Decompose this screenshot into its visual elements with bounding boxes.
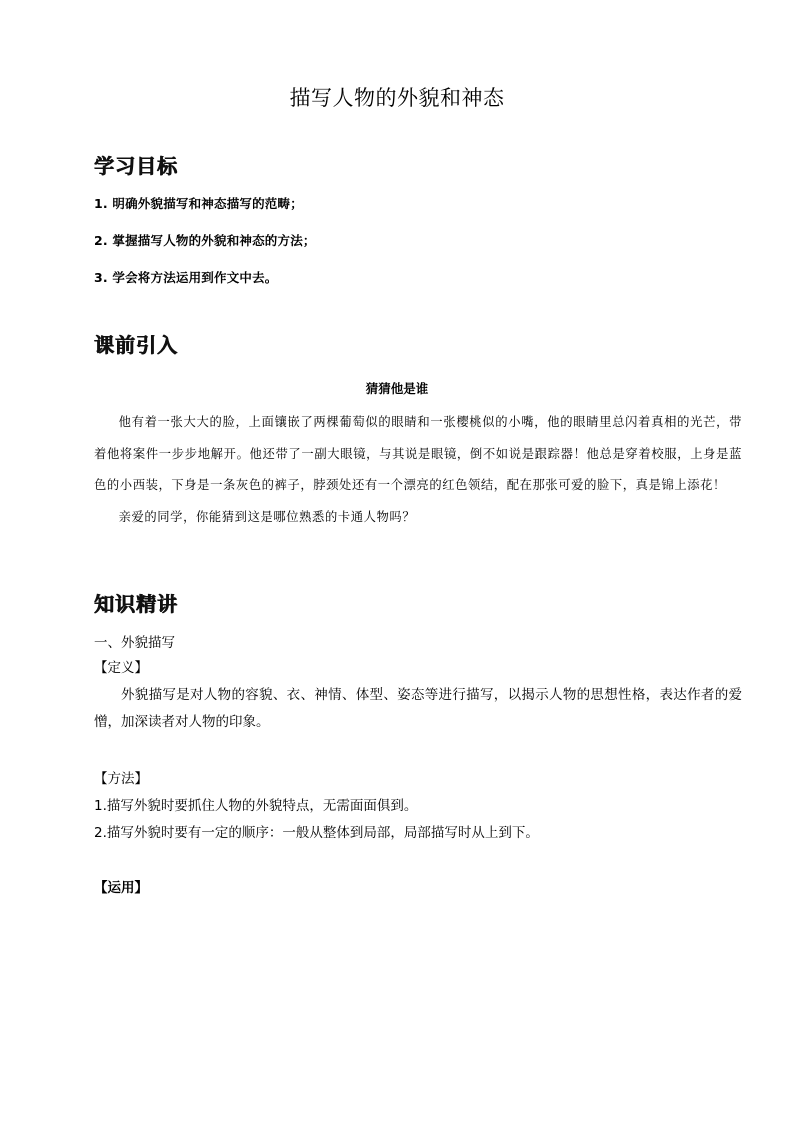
story-paragraph-1: 他有着一张大大的脸，上面镶嵌了两棵葡萄似的眼睛和一张樱桃似的小嘴，他的眼睛里总闪着真相的光芒，带着他将案件一步步地解开。他还带了一副大眼镜，与其说是眼镜，倒不如说是跟踪器！他总是穿着校服，上身是蓝色的小西装，下身是一条灰色的裤子，脖颈处还有一个漂亮的红色领结，配在那张可爱的脸下，真是锦上添花！ bbox=[94, 415, 742, 492]
definition-text: 外貌描写是对人物的容貌、衣、神情、体型、姿态等进行描写，以揭示人物的思想性格，表达作者的爱憎，加深读者对人物的印象。 bbox=[94, 687, 742, 730]
page-title: 描写人物的外貌和神态 bbox=[289, 86, 505, 110]
method-label: 【方法】 bbox=[94, 771, 148, 787]
section-heading-goals: 学习目标 bbox=[94, 154, 178, 178]
story-text bbox=[94, 407, 742, 533]
story-paragraph-2: 亲爱的同学，你能猜到这是哪位熟悉的卡通人物吗？ bbox=[118, 509, 416, 524]
section-heading-knowledge: 知识精讲 bbox=[94, 592, 178, 616]
method-item-1: 1.描写外貌时要抓住人物的外貌特点，无需面面俱到。 bbox=[94, 798, 418, 814]
method-item-2: 2.描写外貌时要有一定的顺序：一般从整体到局部，局部描写时从上到下。 bbox=[94, 825, 539, 841]
goal-item-2: 2. 掌握描写人物的外貌和神态的方法； bbox=[94, 233, 316, 248]
application-label: 【运用】 bbox=[94, 880, 148, 896]
subsection-heading: 一、外貌描写 bbox=[94, 635, 175, 651]
goal-item-1: 1. 明确外貌描写和神态描写的范畴； bbox=[94, 196, 303, 211]
story-title: 猜猜他是谁 bbox=[365, 381, 429, 396]
goal-item-3: 3. 学会将方法运用到作文中去。 bbox=[94, 270, 278, 285]
section-heading-intro: 课前引入 bbox=[94, 333, 178, 357]
definition-label: 【定义】 bbox=[94, 660, 148, 676]
